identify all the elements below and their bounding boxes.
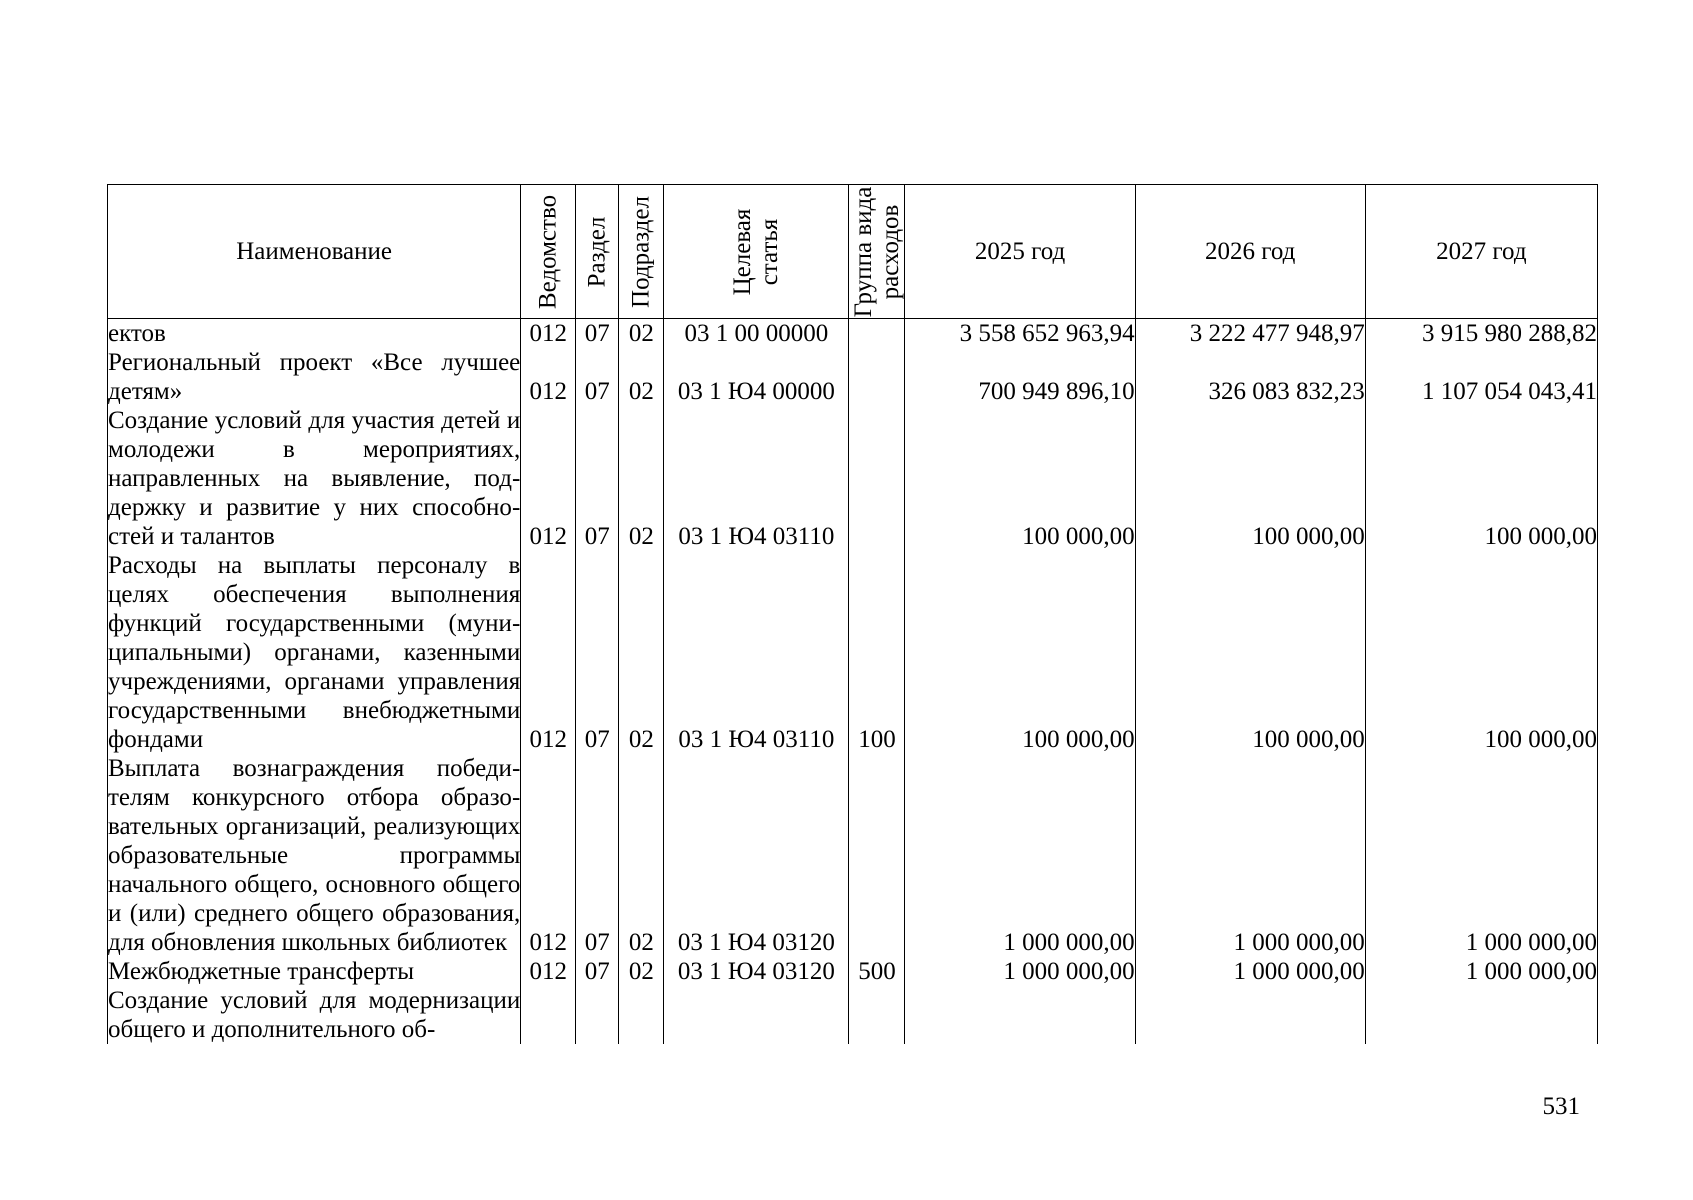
header-podrazdel: Подраздел <box>619 185 664 319</box>
header-2027: 2027 год <box>1365 185 1597 319</box>
row-2027: 1 000 000,00 <box>1365 754 1597 957</box>
row-celevaya: 03 1 Ю4 03120 <box>664 957 849 986</box>
row-name: Создание условий для модернизации общего и дополнительного об- <box>108 987 521 1043</box>
row-2027: 1 000 000,00 <box>1365 957 1597 986</box>
row-vedomstvo: 012 <box>521 406 576 551</box>
table-row <box>108 319 1598 349</box>
row-2026: 3 222 477 948,97 <box>1135 319 1365 349</box>
row-gruppa <box>849 319 905 349</box>
row-podrazdel: 02 <box>619 406 664 551</box>
row-vedomstvo: 012 <box>521 551 576 754</box>
row-vedomstvo: 012 <box>521 754 576 957</box>
row-2026: 326 083 832,23 <box>1135 348 1365 406</box>
row-razdel: 07 <box>576 957 619 986</box>
row-podrazdel: 02 <box>619 551 664 754</box>
row-celevaya: 03 1 Ю4 00000 <box>664 348 849 406</box>
row-vedomstvo: 012 <box>521 957 576 986</box>
header-celevaya-statya: Целевая статья <box>664 185 849 319</box>
budget-table <box>107 184 1598 1044</box>
row-2026: 100 000,00 <box>1135 551 1365 754</box>
row-celevaya: 03 1 Ю4 03110 <box>664 406 849 551</box>
row-celevaya: 03 1 00 00000 <box>664 319 849 349</box>
empty-cell <box>849 986 905 1044</box>
empty-cell <box>664 986 849 1044</box>
row-name: Региональный проект «Все лучшее детям» <box>108 349 521 405</box>
row-name: Межбюджетные трансферты <box>108 957 521 986</box>
row-gruppa: 100 <box>849 551 905 754</box>
row-2025: 1 000 000,00 <box>905 754 1135 957</box>
row-2026: 1 000 000,00 <box>1135 754 1365 957</box>
row-gruppa <box>849 348 905 406</box>
row-podrazdel: 02 <box>619 754 664 957</box>
row-podrazdel: 02 <box>619 319 664 349</box>
row-vedomstvo: 012 <box>521 348 576 406</box>
row-2026: 1 000 000,00 <box>1135 957 1365 986</box>
empty-cell <box>1135 986 1365 1044</box>
row-gruppa <box>849 754 905 957</box>
row-2025: 3 558 652 963,94 <box>905 319 1135 349</box>
row-name: Выплата вознаграждения победителям конкурсного отбора образовательных организаций, реализующих образовательные программы начального общего, основного общего и (или) среднего общего образования, для обновления школьных библиотек <box>108 755 521 956</box>
header-2026: 2026 год <box>1135 185 1365 319</box>
table-row <box>108 957 1598 986</box>
empty-cell <box>576 986 619 1044</box>
row-name: Создание условий для участия детей и молодежи в мероприятиях, направленных на выявление, поддержку и развитие у них способностей и талантов <box>108 407 521 550</box>
table-row <box>108 551 1598 754</box>
header-vedomstvo: Ведомство <box>521 185 576 319</box>
row-gruppa: 500 <box>849 957 905 986</box>
row-name: ектов <box>108 319 521 349</box>
table-row-continued <box>108 986 1598 1044</box>
header-gruppa-vida-rashodov: Группа вида расходов <box>849 186 904 317</box>
row-razdel: 07 <box>576 348 619 406</box>
header-2025: 2025 год <box>905 185 1135 319</box>
empty-cell <box>521 986 576 1044</box>
row-razdel: 07 <box>576 551 619 754</box>
row-2027: 100 000,00 <box>1365 551 1597 754</box>
row-podrazdel: 02 <box>619 348 664 406</box>
row-2027: 100 000,00 <box>1365 406 1597 551</box>
empty-cell <box>619 986 664 1044</box>
row-razdel: 07 <box>576 319 619 349</box>
row-celevaya: 03 1 Ю4 03110 <box>664 551 849 754</box>
row-celevaya: 03 1 Ю4 03120 <box>664 754 849 957</box>
header-razdel: Раздел <box>576 185 619 319</box>
table-row <box>108 348 1598 406</box>
row-2027: 1 107 054 043,41 <box>1365 348 1597 406</box>
table-row <box>108 406 1598 551</box>
row-podrazdel: 02 <box>619 957 664 986</box>
row-gruppa <box>849 406 905 551</box>
empty-cell <box>905 986 1135 1044</box>
header-name: Наименование <box>108 185 521 319</box>
table-header-row <box>108 185 1598 319</box>
row-vedomstvo: 012 <box>521 319 576 349</box>
row-2027: 3 915 980 288,82 <box>1365 319 1597 349</box>
row-2025: 700 949 896,10 <box>905 348 1135 406</box>
empty-cell <box>1365 986 1597 1044</box>
row-razdel: 07 <box>576 406 619 551</box>
table-row <box>108 754 1598 957</box>
page-number: 531 <box>1542 1093 1580 1120</box>
row-razdel: 07 <box>576 754 619 957</box>
row-2025: 100 000,00 <box>905 406 1135 551</box>
row-name: Расходы на выплаты персоналу в целях обеспечения выполнения функций государственными (муниципальными) органами, казенными учреждениями, органами управления государственными внебюджетными фондами <box>108 552 521 753</box>
row-2025: 1 000 000,00 <box>905 957 1135 986</box>
row-2026: 100 000,00 <box>1135 406 1365 551</box>
row-2025: 100 000,00 <box>905 551 1135 754</box>
